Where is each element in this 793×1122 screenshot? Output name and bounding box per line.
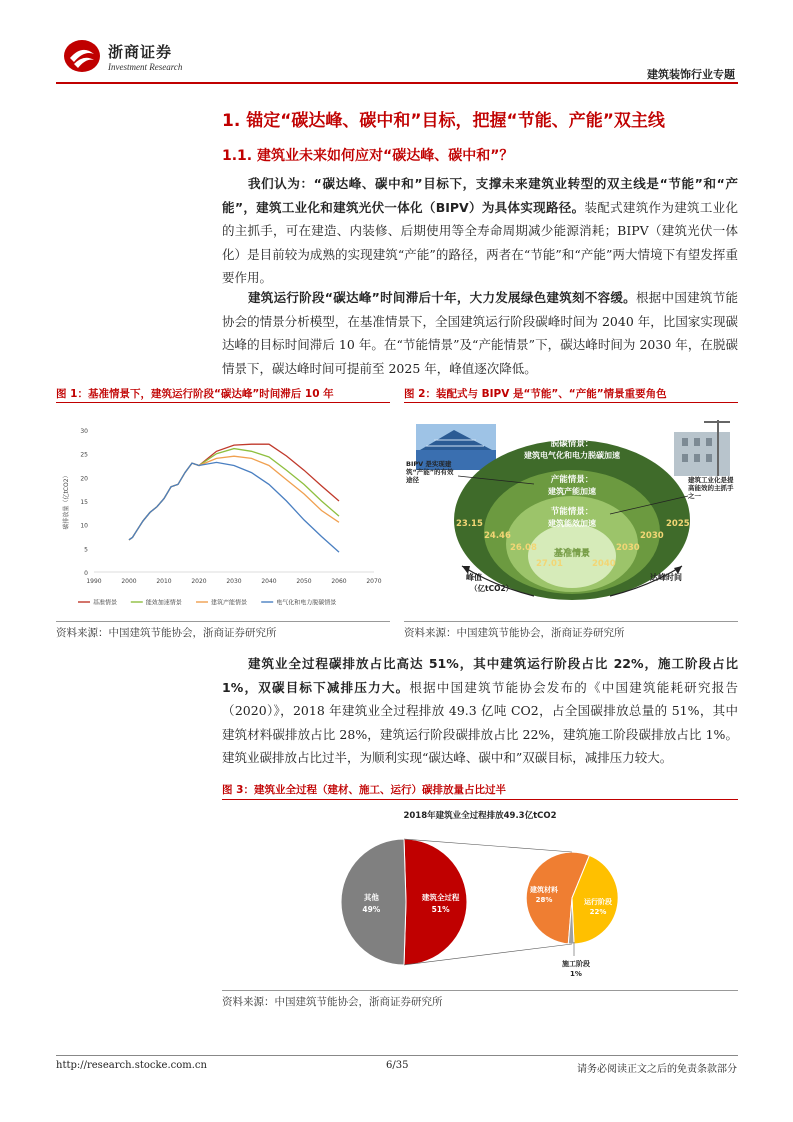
- pie-value-2: 49%: [362, 905, 381, 914]
- scenario-diagram: [404, 410, 738, 620]
- figure-2-source: 资料来源：中国建筑节能协会，浙商证券研究所: [404, 627, 625, 639]
- legend-label-1: 基准情景: [93, 599, 118, 607]
- section-heading: 1. 锚定“碳达峰、碳中和”目标，把握“节能、产能”双主线: [222, 111, 665, 131]
- paragraph-2: [222, 286, 738, 380]
- footer-disclaimer: 请务必阅读正文之后的免责条款部分: [577, 1064, 737, 1075]
- peak-unit: （亿tCO2）: [470, 584, 514, 593]
- logo-mark-icon: [62, 38, 102, 74]
- bipv-note: BIPV 是实现建筑“产能”的有效途径: [406, 460, 454, 484]
- peak-value-2: 24.46: [484, 531, 511, 541]
- page-number: 6/35: [386, 1060, 409, 1071]
- prefab-building-photo: [674, 420, 730, 476]
- ring3-subtitle: 建筑能效加速: [548, 519, 596, 528]
- ring2-title: 产能情景：: [550, 475, 594, 485]
- line-chart: [56, 410, 390, 620]
- logo-subtitle: Investment Research: [108, 62, 183, 72]
- figure-2-caption-rule: [404, 402, 738, 403]
- y-tick-label: 20: [80, 475, 88, 483]
- x-tick-label: 1990: [86, 578, 102, 585]
- breakdown-label-1: 建筑材料: [530, 886, 558, 894]
- logo: [62, 38, 102, 74]
- peak-value-1: 23.15: [456, 519, 483, 529]
- subsection-heading: 1.1. 建筑业未来如何应对“碳达峰、碳中和”？: [222, 148, 514, 164]
- pie-chart: [222, 802, 738, 988]
- core-label: 基准情景: [553, 549, 591, 559]
- legend-label-4: 电气化和电力脱碳情景: [276, 599, 337, 607]
- y-axis-label: 碳排放量（亿tCO2）: [63, 472, 70, 530]
- pie-value-1: 51%: [431, 905, 450, 914]
- footer-divider: [56, 1055, 738, 1056]
- peak-year-4: 2040: [592, 559, 616, 569]
- peak-value-3: 26.08: [510, 543, 537, 553]
- figure-3-caption-rule: [222, 799, 738, 800]
- time-label: 达峰时间: [650, 573, 682, 582]
- report-type: 建筑装饰行业专题: [647, 68, 735, 81]
- figure-2-caption: 图 2：装配式与 BIPV 是“节能”、“产能”情景重要角色: [404, 388, 667, 400]
- pie-label-2: 其他: [363, 893, 379, 902]
- figure-3-caption: 图 3：建筑业全过程（建材、施工、运行）碳排放量占比过半: [222, 784, 506, 796]
- breakdown-value-3: 1%: [570, 970, 582, 978]
- figure-1-caption-rule: [56, 402, 390, 403]
- pie-label-1: 建筑全过程: [421, 893, 460, 902]
- figure-1-caption: 图 1：基准情景下，建筑运行阶段“碳达峰”时间滞后 10 年: [56, 388, 334, 400]
- ring2-subtitle: 建筑产能加速: [548, 487, 596, 496]
- logo-name: 浙商证券: [108, 43, 173, 61]
- ring1-title: 脱碳情景：: [550, 439, 594, 449]
- pie-title: 2018年建筑业全过程排放49.3亿tCO2: [403, 811, 557, 821]
- y-tick-label: 15: [80, 499, 88, 506]
- y-tick-label: 10: [80, 522, 88, 530]
- paragraph-3-body: 根据中国建筑节能协会发布的《中国建筑能耗研究报告（2020）》，2018 年建筑业全过程排放 49.3 亿吨 CO2，占全国碳排放总量的 51%，其中建筑材料碳排放占比 28%，建筑运行阶段碳排放占比 22%，建筑施工阶段碳排放占比 1%。建筑业碳排放占比过半，为顺利实现“碳达峰、碳中和”双碳目标，减排压力较大。: [222, 679, 738, 765]
- header-divider: [56, 82, 738, 84]
- peak-year-2: 2030: [640, 531, 664, 541]
- legend-label-3: 建筑产能情景: [211, 599, 248, 607]
- y-tick-label: 25: [80, 451, 88, 459]
- x-tick-label: 2060: [331, 578, 347, 585]
- x-tick-label: 2020: [191, 578, 207, 585]
- y-tick-label: 30: [80, 428, 88, 435]
- prefab-note: 建筑工业化是提高能效的主抓手之一: [688, 476, 734, 500]
- figure-3-source: 资料来源：中国建筑节能协会，浙商证券研究所: [222, 996, 443, 1008]
- paragraph-3: [222, 652, 738, 770]
- pie-slice-1: [404, 839, 467, 965]
- x-tick-label: 2030: [226, 578, 242, 585]
- breakdown-label-3: 施工阶段: [562, 960, 590, 968]
- peak-label: 峰值: [466, 573, 482, 582]
- breakdown-label-2: 运行阶段: [584, 898, 612, 906]
- figure-2-source-rule: [404, 621, 738, 622]
- peak-year-1: 2025: [666, 519, 690, 529]
- legend-label-2: 能效加速情景: [145, 599, 182, 607]
- figure-3-source-rule: [222, 990, 738, 991]
- ring3-title: 节能情景：: [550, 507, 594, 517]
- y-tick-label: 5: [84, 546, 88, 554]
- x-tick-label: 2000: [121, 578, 137, 585]
- figure-1-source-rule: [56, 621, 390, 622]
- chart-background: [56, 410, 390, 620]
- x-tick-label: 2070: [366, 578, 382, 585]
- paragraph-2-lead: 建筑运行阶段“碳达峰”时间滞后十年，大力发展绿色建筑刻不容缓。: [248, 290, 636, 305]
- ring1-subtitle: 建筑电气化和电力脱碳加速: [524, 451, 620, 460]
- paragraph-3-lead: 建筑业全过程碳排放占比高达 51%，其中建筑运行阶段占比 22%，施工阶段占比 1%，双碳目标下减排压力大。: [222, 656, 738, 695]
- footer-url[interactable]: http://research.stocke.com.cn: [56, 1060, 207, 1071]
- peak-year-3: 2030: [616, 543, 640, 553]
- figure-1-source: 资料来源：中国建筑节能协会，浙商证券研究所: [56, 627, 277, 639]
- peak-value-4: 27.01: [536, 559, 563, 569]
- x-tick-label: 2010: [156, 578, 172, 585]
- paragraph-1-body: 装配式建筑作为建筑工业化的主抓手，可在建造、内装修、后期使用等全寿命周期减少能源消耗；BIPV（建筑光伏一体化）是目前较为成熟的实现建筑“产能”的路径，两者在“节能”和“产能”两大情境下有望发挥重要作用。: [222, 199, 738, 285]
- breakdown-value-1: 28%: [535, 896, 553, 904]
- x-tick-label: 2040: [261, 578, 277, 585]
- y-tick-label: 0: [84, 570, 88, 577]
- breakdown-value-2: 22%: [589, 908, 607, 916]
- x-tick-label: 2050: [296, 578, 312, 585]
- paragraph-2-body: 根据中国建筑节能协会的情景分析模型，在基准情景下，全国建筑运行阶段碳峰时间为 2040 年，比国家实现碳达峰的目标时间滞后 10 年。在“节能情景”及“产能情景”下，碳达峰时间为 2030 年，在脱碳情景下，碳达峰时间可提前至 2025 年，峰值逐次降低。: [222, 290, 738, 376]
- pie-slice-2: [341, 839, 406, 965]
- paragraph-1: [222, 172, 738, 290]
- paragraph-1-lead: 我们认为：“碳达峰、碳中和”目标下，支撑未来建筑业转型的双主线是“节能”和“产能”，建筑工业化和建筑光伏一体化（BIPV）为具体实现路径。: [222, 176, 738, 215]
